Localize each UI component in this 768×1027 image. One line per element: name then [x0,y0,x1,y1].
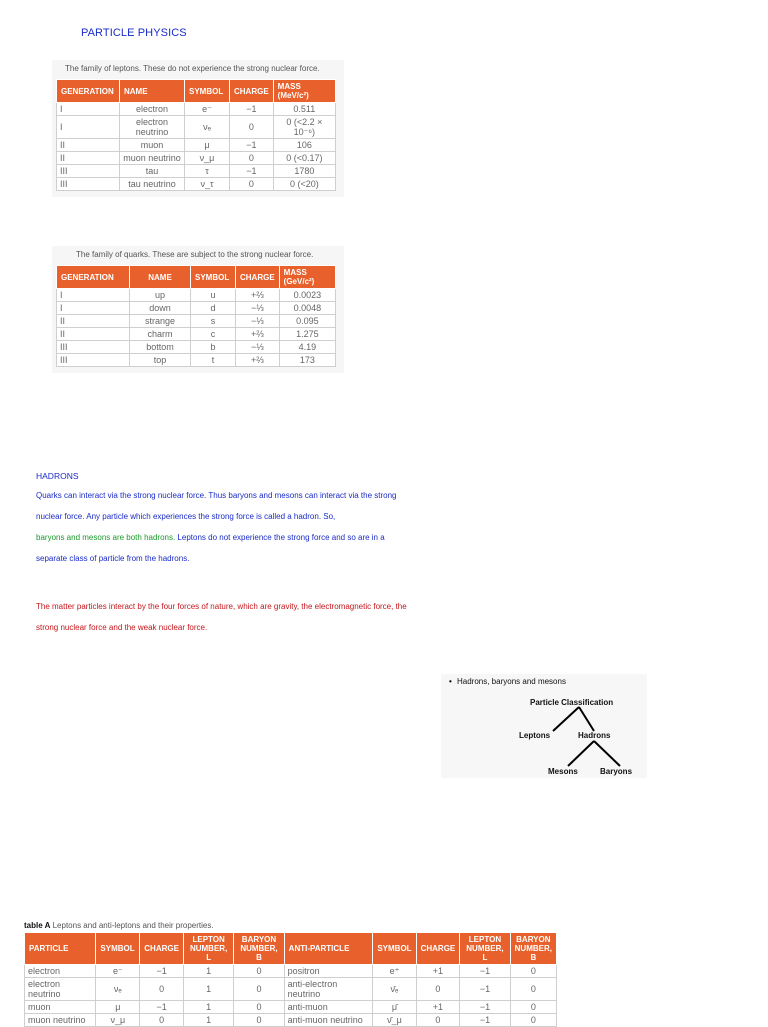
table-cell: −1 [460,1014,510,1027]
column-header: MASS (GeV/c²) [279,266,335,289]
table-cell: ν̄ₑ [373,978,416,1001]
table-row [57,165,336,178]
column-header: BARYON NUMBER, B [234,933,284,965]
column-header: GENERATION [57,266,130,289]
table-cell: 0.0023 [279,289,335,302]
table-cell: 0 [510,965,556,978]
table-cell: III [57,341,130,354]
table-cell: 0 [416,978,460,1001]
column-header: NAME [130,266,191,289]
table-cell: 0 [230,152,274,165]
leptons-table-panel [52,60,344,197]
page-title: PARTICLE PHYSICS [81,27,187,39]
hadrons-paragraph [36,485,414,569]
column-header: CHARGE [140,933,184,965]
table-cell: μ [185,139,230,152]
column-header: LEPTON NUMBER, L [183,933,233,965]
table-cell: muon [25,1001,96,1014]
table-cell: 173 [279,354,335,367]
table-row [57,116,336,139]
table-cell: down [130,302,191,315]
forces-paragraph: The matter particles interact by the four forces of nature, which are gravity, the electromagnetic force, the strong nuclear force and the weak nuclear force. [36,602,407,632]
table-cell: −1 [460,1001,510,1014]
table-row [57,354,336,367]
table-cell: μ̄ [373,1001,416,1014]
table-cell: −1 [460,965,510,978]
table-cell: electron neutrino [120,116,185,139]
table-row [57,103,336,116]
table-row [25,965,557,978]
table-a [24,932,557,1027]
table-cell: 0.511 [273,103,335,116]
table-cell: +⅔ [236,328,280,341]
column-header: NAME [120,80,185,103]
table-cell: up [130,289,191,302]
table-cell: 1 [183,965,233,978]
column-header: SYMBOL [191,266,236,289]
table-cell: 0 (<20) [273,178,335,191]
diagram-baryons-label: Baryons [600,767,633,776]
table-row [25,978,557,1001]
table-cell: +1 [416,1001,460,1014]
table-cell: II [57,139,120,152]
table-cell: 0 [234,978,284,1001]
table-cell: I [57,116,120,139]
table-cell: 0 [230,178,274,191]
table-cell: e⁻ [96,965,140,978]
column-header: SYMBOL [373,933,416,965]
table-cell: 0 [234,1014,284,1027]
diagram-root-label: Particle Classification [530,698,614,707]
table-row [57,152,336,165]
table-cell: s [191,315,236,328]
diagram-leptons-label: Leptons [519,731,551,740]
bullet-marker: • [449,677,452,686]
column-header: GENERATION [57,80,120,103]
table-cell: muon neutrino [25,1014,96,1027]
table-cell: −1 [140,965,184,978]
table-cell: τ [185,165,230,178]
table-cell: ν̄_μ [373,1014,416,1027]
table-row [57,341,336,354]
table-cell: 0 [510,1014,556,1027]
tree-lines [441,674,647,778]
leptons-table-caption: The family of leptons. These do not experience the strong nuclear force. [65,64,320,73]
table-cell: −⅓ [236,341,280,354]
table-row [57,315,336,328]
table-cell: e⁻ [185,103,230,116]
table-cell: ν_μ [96,1014,140,1027]
table-a-caption-text: Leptons and anti-leptons and their properties. [50,921,214,930]
hadrons-text-highlight: baryons and mesons are both hadrons. [36,533,176,542]
hadrons-heading: HADRONS [36,471,79,481]
table-cell: electron [25,965,96,978]
table-cell: top [130,354,191,367]
table-cell: t [191,354,236,367]
table-cell: 0 [234,1001,284,1014]
table-cell: −1 [140,1001,184,1014]
table-cell: anti-electron neutrino [284,978,373,1001]
table-header-row [57,80,336,103]
column-header: CHARGE [416,933,460,965]
table-cell: 0 [510,978,556,1001]
table-header-row [25,933,557,965]
table-cell: III [57,178,120,191]
diagram-bullet-title: Hadrons, baryons and mesons [457,677,566,686]
column-header: BARYON NUMBER, B [510,933,556,965]
table-cell: −1 [230,103,274,116]
table-row [57,178,336,191]
table-cell: tau [120,165,185,178]
table-cell: 0 (<2.2 × 10⁻⁶) [273,116,335,139]
table-cell: d [191,302,236,315]
table-cell: 0 [234,965,284,978]
table-cell: 1780 [273,165,335,178]
hadrons-text-part1: Quarks can interact via the strong nuclear force. Thus baryons and mesons can interact via the strong nuclear force. Any particle which experiences the strong force is called a hadron. So, [36,491,397,521]
table-row [25,1001,557,1014]
table-cell: I [57,289,130,302]
table-cell: I [57,103,120,116]
table-header-row [57,266,336,289]
table-cell: +1 [416,965,460,978]
table-cell: 1.275 [279,328,335,341]
table-cell: III [57,354,130,367]
table-cell: electron neutrino [25,978,96,1001]
table-cell: tau neutrino [120,178,185,191]
table-cell: e⁺ [373,965,416,978]
table-cell: 0.0048 [279,302,335,315]
table-row [57,328,336,341]
table-cell: −1 [230,139,274,152]
table-cell: 0.095 [279,315,335,328]
table-cell: νₑ [96,978,140,1001]
quarks-table-caption: The family of quarks. These are subject to the strong nuclear force. [76,250,314,259]
table-cell: 0 [140,978,184,1001]
column-header: CHARGE [230,80,274,103]
column-header: SYMBOL [185,80,230,103]
table-cell: bottom [130,341,191,354]
table-cell: II [57,328,130,341]
table-cell: 1 [183,1014,233,1027]
quarks-table [56,265,336,367]
diagram-mesons-label: Mesons [548,767,578,776]
table-cell: ν_μ [185,152,230,165]
diagram-hadrons-label: Hadrons [578,731,611,740]
column-header: CHARGE [236,266,280,289]
column-header: ANTI-PARTICLE [284,933,373,965]
table-cell: νₑ [185,116,230,139]
table-row [57,289,336,302]
table-cell: −⅓ [236,315,280,328]
hadrons-text-part2: Leptons do not experience the strong force and so are in a separate class of particle from the hadrons. [36,533,385,563]
table-cell: −⅓ [236,302,280,315]
table-cell: −1 [460,978,510,1001]
table-cell: 106 [273,139,335,152]
table-cell: 4.19 [279,341,335,354]
column-header: SYMBOL [96,933,140,965]
table-cell: μ [96,1001,140,1014]
column-header: LEPTON NUMBER, L [460,933,510,965]
table-row [57,139,336,152]
leptons-table [56,79,336,191]
table-a-caption-label: table A [24,921,51,930]
table-cell: charm [130,328,191,341]
table-cell: II [57,315,130,328]
table-cell: +⅔ [236,289,280,302]
table-cell: muon neutrino [120,152,185,165]
table-row [57,302,336,315]
column-header: PARTICLE [25,933,96,965]
table-cell: positron [284,965,373,978]
table-cell: 0 [140,1014,184,1027]
table-cell: II [57,152,120,165]
table-cell: 1 [183,978,233,1001]
table-cell: 0 (<0.17) [273,152,335,165]
quarks-table-panel [52,246,344,373]
table-cell: strange [130,315,191,328]
table-cell: b [191,341,236,354]
classification-diagram [441,674,647,778]
table-cell: muon [120,139,185,152]
table-cell: ν_τ [185,178,230,191]
table-cell: +⅔ [236,354,280,367]
table-cell: c [191,328,236,341]
table-cell: u [191,289,236,302]
table-cell: III [57,165,120,178]
table-a-caption [24,921,560,930]
table-row [25,1014,557,1027]
column-header: MASS (MeV/c²) [273,80,335,103]
table-cell: −1 [230,165,274,178]
table-cell: 0 [510,1001,556,1014]
table-cell: I [57,302,130,315]
table-cell: anti-muon neutrino [284,1014,373,1027]
table-cell: electron [120,103,185,116]
table-cell: 0 [416,1014,460,1027]
table-cell: 1 [183,1001,233,1014]
table-cell: anti-muon [284,1001,373,1014]
table-a-panel [24,921,560,1027]
table-cell: 0 [230,116,274,139]
